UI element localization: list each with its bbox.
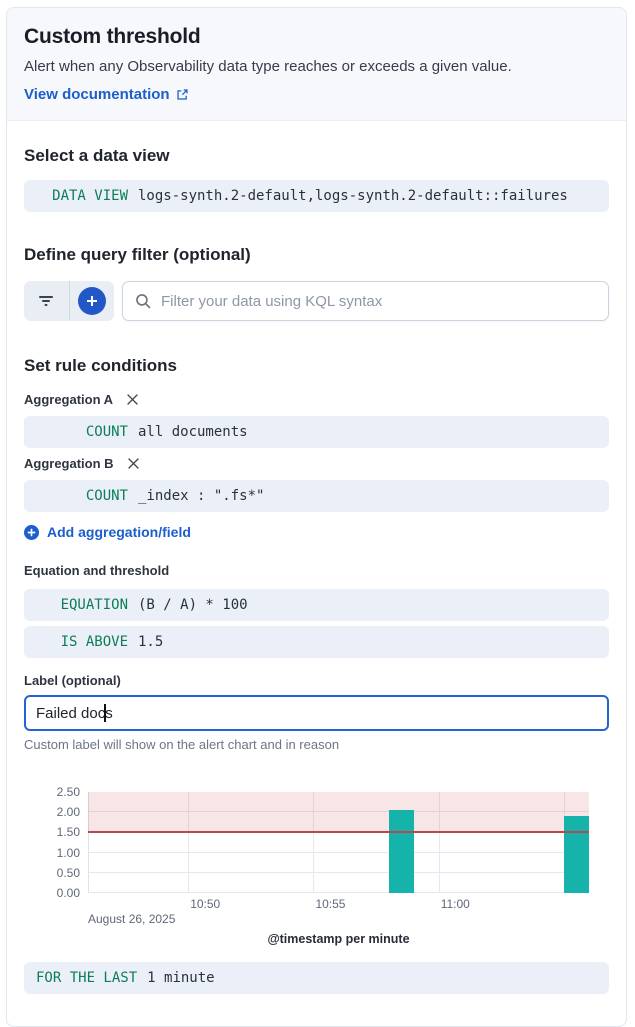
equation-threshold-label: Equation and threshold bbox=[24, 563, 170, 578]
aggregation-a-expression[interactable] bbox=[24, 416, 609, 448]
chart-plot bbox=[88, 792, 589, 893]
aggregation-a-label: Aggregation A bbox=[24, 392, 114, 407]
for-the-last-expression[interactable] bbox=[24, 962, 609, 994]
chart-x-tick-label: 10:55 bbox=[315, 897, 346, 911]
chart-hgridline bbox=[88, 852, 589, 853]
equation-expression[interactable] bbox=[24, 589, 609, 621]
threshold-expression[interactable] bbox=[24, 626, 609, 658]
threshold-value: 1.5 bbox=[138, 634, 164, 650]
text-caret bbox=[104, 704, 106, 722]
view-documentation-label: View documentation bbox=[24, 86, 170, 103]
equation-value: (B / A) * 100 bbox=[138, 597, 248, 613]
view-documentation-link[interactable] bbox=[24, 86, 189, 103]
chart-hgridline bbox=[88, 892, 589, 893]
query-filter-row bbox=[24, 281, 609, 321]
chart-threshold-line bbox=[88, 831, 589, 833]
label-input[interactable] bbox=[24, 695, 609, 731]
plus-circle-icon bbox=[78, 287, 106, 315]
aggregation-b-keyword: COUNT bbox=[85, 488, 128, 504]
aggregation-b-label: Aggregation B bbox=[24, 456, 114, 471]
chart-hgridline bbox=[88, 872, 589, 873]
for-the-last-value: 1 minute bbox=[147, 970, 215, 986]
chart-y-tick-label: 2.00 bbox=[56, 805, 80, 820]
chart-x-tick-label: 11:00 bbox=[440, 897, 470, 911]
chart-threshold-region bbox=[88, 792, 589, 832]
add-filter-button[interactable] bbox=[69, 281, 115, 321]
chart-y-axis-labels bbox=[24, 785, 80, 900]
aggregation-b-value: _index : ".fs*" bbox=[138, 488, 265, 504]
equation-keyword: EQUATION bbox=[60, 597, 128, 613]
data-view-keyword: DATA VIEW bbox=[52, 188, 128, 204]
chart-y-tick-label: 0.50 bbox=[56, 865, 80, 880]
chart-bar bbox=[389, 810, 414, 893]
panel-header bbox=[7, 8, 626, 121]
for-the-last-keyword: FOR THE LAST bbox=[36, 970, 138, 986]
kql-search-box[interactable] bbox=[122, 281, 609, 321]
query-filter-heading: Define query filter (optional) bbox=[24, 245, 251, 264]
chart-bar bbox=[564, 816, 589, 893]
remove-aggregation-a-icon[interactable] bbox=[126, 393, 139, 406]
aggregation-b-expression[interactable] bbox=[24, 480, 609, 512]
data-view-value: logs-synth.2-default,logs-synth.2-default::failures bbox=[138, 188, 568, 204]
search-icon bbox=[135, 293, 152, 310]
saved-filters-button[interactable] bbox=[24, 281, 69, 321]
chart-x-tick-label: 10:50 bbox=[190, 897, 221, 911]
add-aggregation-label: Add aggregation/field bbox=[47, 524, 191, 540]
label-input-wrap bbox=[24, 695, 609, 731]
add-aggregation-link[interactable] bbox=[24, 524, 609, 540]
kql-filter-input[interactable] bbox=[161, 293, 596, 310]
chart-date-label: August 26, 2025 bbox=[88, 912, 176, 926]
chart-axis-title: @timestamp per minute bbox=[267, 932, 410, 946]
aggregation-a-value: all documents bbox=[138, 424, 248, 440]
chart-y-tick-label: 2.50 bbox=[56, 785, 80, 799]
aggregation-a-keyword: COUNT bbox=[85, 424, 128, 440]
filter-icon bbox=[39, 296, 53, 306]
aggregation-a-group bbox=[24, 392, 609, 448]
custom-threshold-panel bbox=[6, 7, 627, 1027]
data-view-heading: Select a data view bbox=[24, 146, 170, 165]
panel-body bbox=[7, 121, 626, 994]
page-description: Alert when any Observability data type reaches or exceeds a given value. bbox=[24, 58, 512, 75]
chart-y-tick-label: 1.50 bbox=[56, 825, 80, 840]
filter-button-group bbox=[24, 281, 114, 321]
rule-conditions-heading: Set rule conditions bbox=[24, 356, 178, 375]
chart-x-axis-labels bbox=[88, 897, 589, 912]
preview-chart bbox=[24, 785, 609, 946]
page-title: Custom threshold bbox=[24, 25, 201, 48]
chart-y-tick-label: 1.00 bbox=[56, 845, 80, 860]
chart-y-tick-label: 0.00 bbox=[56, 886, 80, 900]
threshold-keyword: IS ABOVE bbox=[60, 634, 128, 650]
external-link-icon bbox=[176, 88, 189, 101]
remove-aggregation-b-icon[interactable] bbox=[127, 457, 140, 470]
data-view-expression[interactable] bbox=[24, 180, 609, 212]
label-help-text: Custom label will show on the alert chart and in reason bbox=[24, 737, 340, 752]
plus-circle-icon bbox=[24, 525, 39, 540]
aggregation-b-group bbox=[24, 456, 609, 512]
label-optional-label: Label (optional) bbox=[24, 673, 121, 688]
